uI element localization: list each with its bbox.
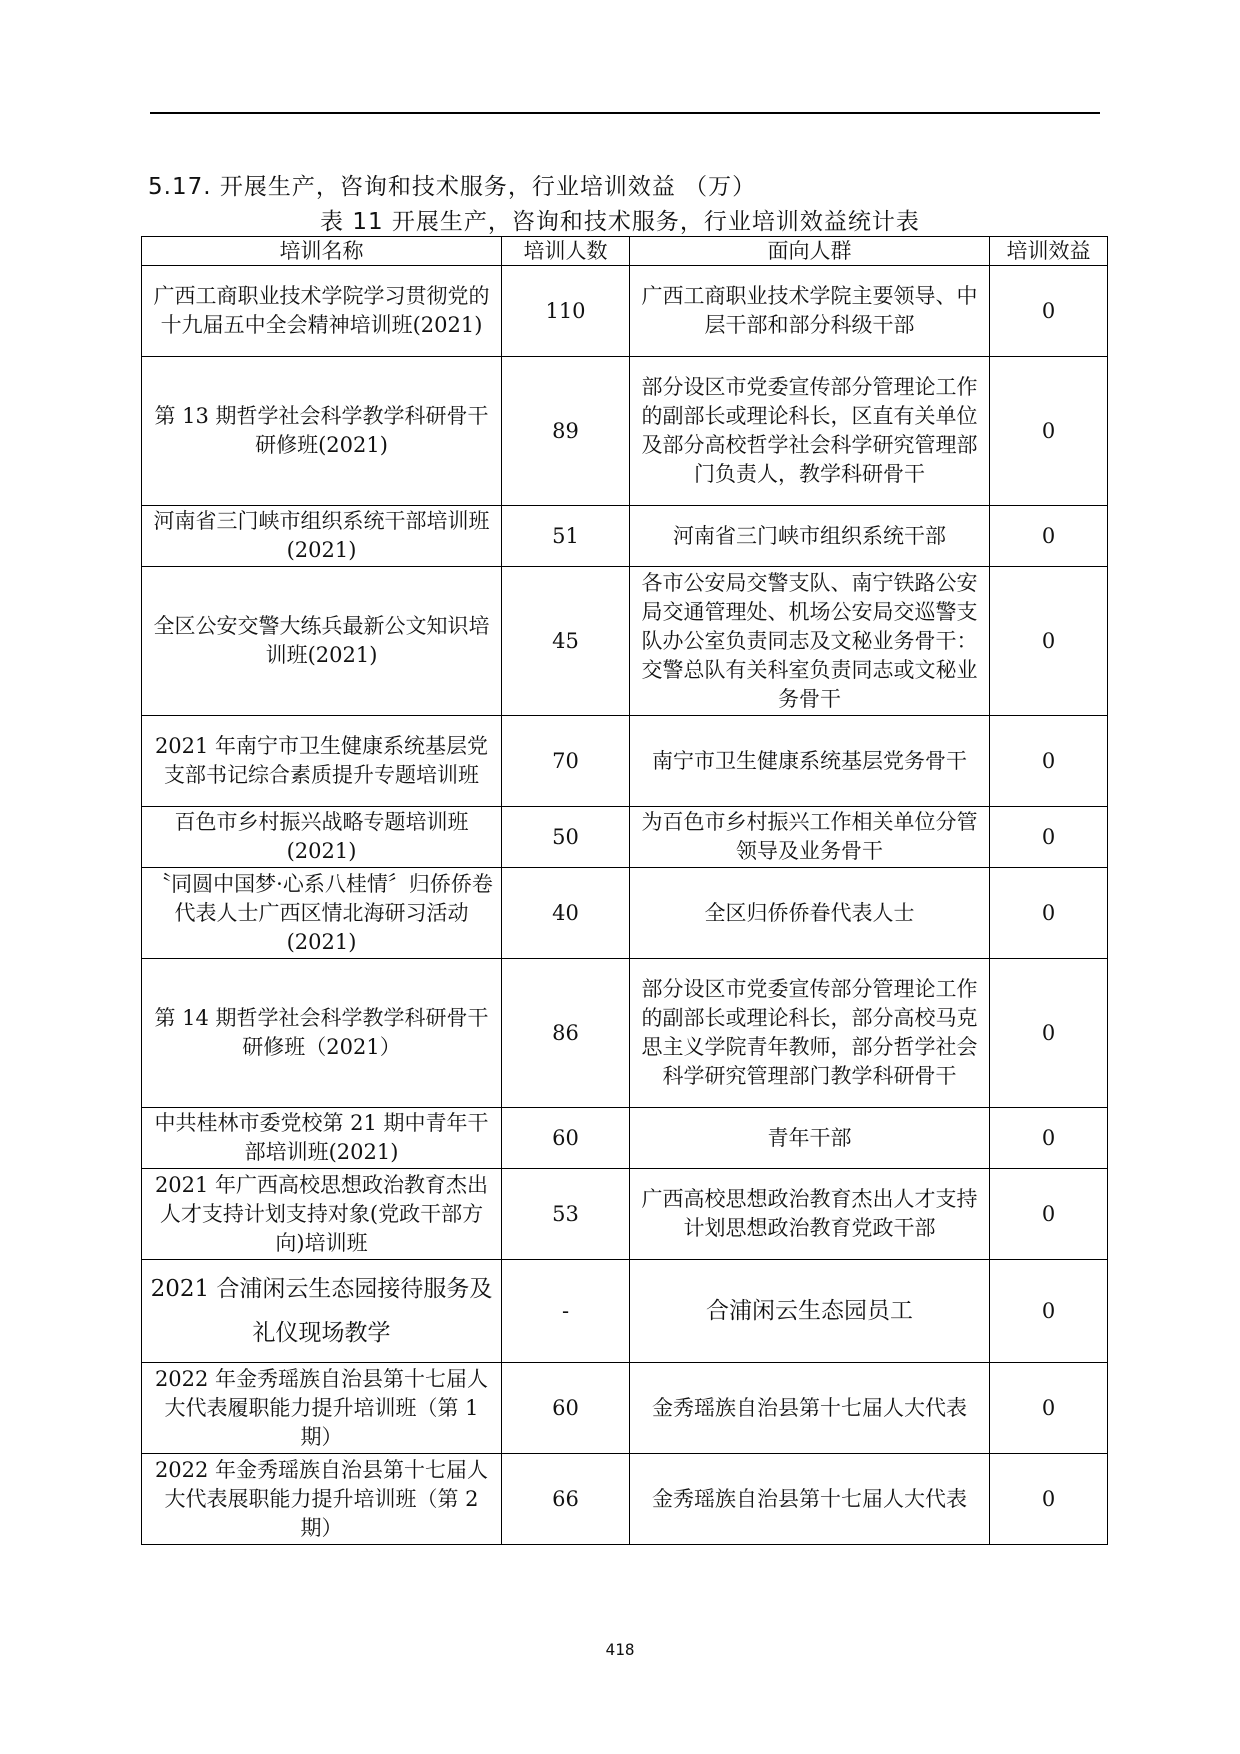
audience-cell: 合浦闲云生态园员工	[630, 1260, 990, 1363]
benefit-cell: 0	[990, 1363, 1108, 1454]
training-name-cell: 第 13 期哲学社会科学教学科研骨干研修班(2021)	[142, 357, 502, 506]
header-training-name: 培训名称	[142, 237, 502, 266]
benefit-cell: 0	[990, 357, 1108, 506]
trainee-count-cell: 66	[502, 1454, 630, 1545]
benefit-cell: 0	[990, 1454, 1108, 1545]
training-name-cell: 百色市乡村振兴战略专题培训班(2021)	[142, 807, 502, 868]
benefit-cell: 0	[990, 716, 1108, 807]
table-row	[142, 716, 1108, 807]
benefit-cell: 0	[990, 1169, 1108, 1260]
table-row	[142, 1108, 1108, 1169]
trainee-count-cell: 60	[502, 1108, 630, 1169]
trainee-count-cell: 50	[502, 807, 630, 868]
audience-cell: 部分设区市党委宣传部分管理论工作的副部长或理论科长，部分高校马克思主义学院青年教师，部分哲学社会科学研究管理部门教学科研骨干	[630, 959, 990, 1108]
audience-cell: 全区归侨侨眷代表人士	[630, 868, 990, 959]
trainee-count-cell: 86	[502, 959, 630, 1108]
benefit-cell: 0	[990, 506, 1108, 567]
table-row	[142, 266, 1108, 357]
training-name-cell: 广西工商职业技术学院学习贯彻党的十九届五中全会精神培训班(2021)	[142, 266, 502, 357]
trainee-count-cell: 110	[502, 266, 630, 357]
training-name-cell: 中共桂林市委党校第 21 期中青年干部培训班(2021)	[142, 1108, 502, 1169]
trainee-count-cell: 89	[502, 357, 630, 506]
trainee-count-cell: 51	[502, 506, 630, 567]
audience-cell: 部分设区市党委宣传部分管理论工作的副部长或理论科长，区直有关单位及部分高校哲学社会科学研究管理部门负责人，教学科研骨干	[630, 357, 990, 506]
table-row	[142, 1363, 1108, 1454]
audience-cell: 各市公安局交警支队、南宁铁路公安局交通管理处、机场公安局交巡警支队办公室负责同志及文秘业务骨干：交警总队有关科室负责同志或文秘业务骨干	[630, 567, 990, 716]
header-trainee-count: 培训人数	[502, 237, 630, 266]
audience-cell: 河南省三门峡市组织系统干部	[630, 506, 990, 567]
benefit-cell: 0	[990, 868, 1108, 959]
benefit-cell: 0	[990, 266, 1108, 357]
training-name-cell: 2021 年广西高校思想政治教育杰出人才支持计划支持对象(党政干部方向)培训班	[142, 1169, 502, 1260]
table-row	[142, 1169, 1108, 1260]
benefit-cell: 0	[990, 567, 1108, 716]
trainee-count-cell: -	[502, 1260, 630, 1363]
table-row	[142, 506, 1108, 567]
audience-cell: 广西工商职业技术学院主要领导、中层干部和部分科级干部	[630, 266, 990, 357]
training-name-cell: 河南省三门峡市组织系统干部培训班(2021)	[142, 506, 502, 567]
table-row	[142, 357, 1108, 506]
training-name-cell: 第 14 期哲学社会科学教学科研骨干研修班（2021）	[142, 959, 502, 1108]
audience-cell: 青年干部	[630, 1108, 990, 1169]
training-name-cell: 2022 年金秀瑶族自治县第十七届人大代表履职能力提升培训班（第 1 期）	[142, 1363, 502, 1454]
trainee-count-cell: 40	[502, 868, 630, 959]
table-header-row	[142, 237, 1108, 266]
trainee-count-cell: 45	[502, 567, 630, 716]
page-number: 418	[605, 1640, 635, 1659]
benefit-cell: 0	[990, 959, 1108, 1108]
table-row	[142, 807, 1108, 868]
table-row	[142, 1454, 1108, 1545]
audience-cell: 金秀瑶族自治县第十七届人大代表	[630, 1363, 990, 1454]
audience-cell: 广西高校思想政治教育杰出人才支持计划思想政治教育党政干部	[630, 1169, 990, 1260]
trainee-count-cell: 53	[502, 1169, 630, 1260]
training-name-cell: 〝同圆中国梦·心系八桂情〞归侨侨卷代表人士广西区情北海研习活动(2021)	[142, 868, 502, 959]
table-row	[142, 959, 1108, 1108]
audience-cell: 南宁市卫生健康系统基层党务骨干	[630, 716, 990, 807]
training-benefit-table	[141, 236, 1108, 1545]
benefit-cell: 0	[990, 1108, 1108, 1169]
benefit-cell: 0	[990, 807, 1108, 868]
training-name-cell: 2022 年金秀瑶族自治县第十七届人大代表展职能力提升培训班（第 2 期）	[142, 1454, 502, 1545]
training-name-cell: 2021 合浦闲云生态园接待服务及礼仪现场教学	[142, 1260, 502, 1363]
audience-cell: 金秀瑶族自治县第十七届人大代表	[630, 1454, 990, 1545]
table-row	[142, 868, 1108, 959]
trainee-count-cell: 60	[502, 1363, 630, 1454]
header-rule	[150, 112, 1100, 114]
table-row	[142, 1260, 1108, 1363]
audience-cell: 为百色市乡村振兴工作相关单位分管领导及业务骨干	[630, 807, 990, 868]
training-name-cell: 2021 年南宁市卫生健康系统基层党支部书记综合素质提升专题培训班	[142, 716, 502, 807]
table-row	[142, 567, 1108, 716]
training-name-cell: 全区公安交警大练兵最新公文知识培训班(2021)	[142, 567, 502, 716]
header-benefit: 培训效益	[990, 237, 1108, 266]
header-audience: 面向人群	[630, 237, 990, 266]
table-title: 表 11 开展生产，咨询和技术服务，行业培训效益统计表	[320, 209, 920, 235]
section-heading: 5.17. 开展生产，咨询和技术服务，行业培训效益 （万）	[148, 174, 757, 200]
trainee-count-cell: 70	[502, 716, 630, 807]
benefit-cell: 0	[990, 1260, 1108, 1363]
